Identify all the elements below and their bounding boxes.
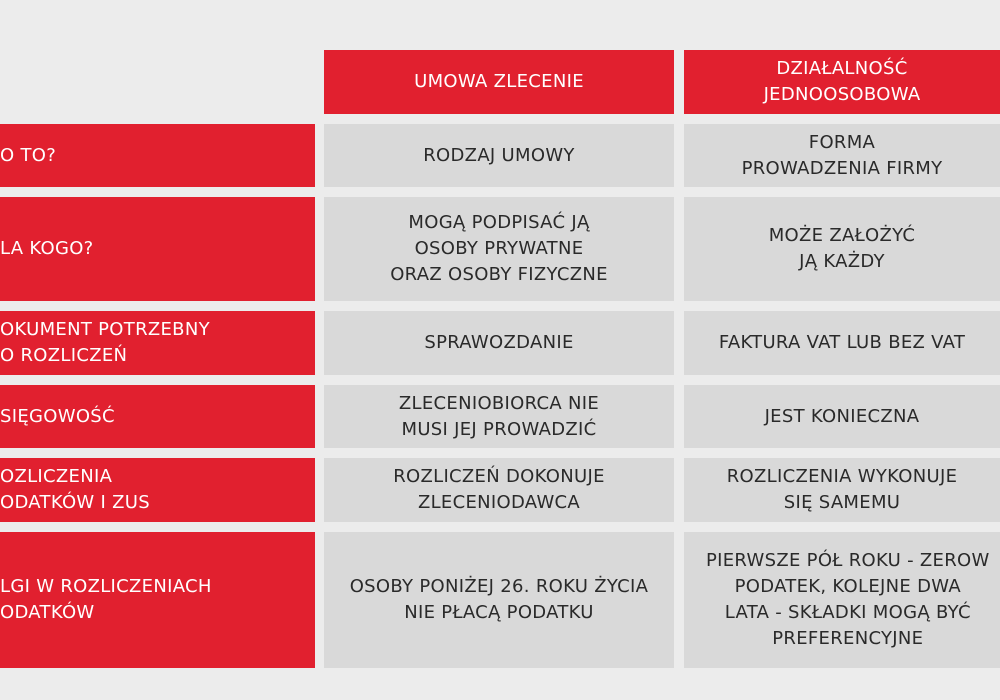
- cell-dzialalnosc-ulgi: PIERWSZE PÓŁ ROKU - ZEROW PODATEK, KOLEJNE DWA LATA - SKŁADKI MOGĄ BYĆ PREFERENCYJNE: [684, 532, 1000, 668]
- cell-umowa-ulgi: OSOBY PONIŻEJ 26. ROKU ŻYCIA NIE PŁACĄ PODATKU: [324, 532, 674, 668]
- column-header-umowa-zlecenie: UMOWA ZLECENIE: [324, 50, 674, 114]
- cell-dzialalnosc-dla-kogo: MOŻE ZAŁOŻYĆ JĄ KAŻDY: [684, 197, 1000, 301]
- row-label-ksiegowosc: SIĘGOWOŚĆ: [0, 385, 315, 448]
- column-header-dzialalnosc: DZIAŁALNOŚĆ JEDNOOSOBOWA: [684, 50, 1000, 114]
- row-label-dla-kogo: LA KOGO?: [0, 197, 315, 301]
- cell-umowa-dla-kogo: MOGĄ PODPISAĆ JĄ OSOBY PRYWATNE ORAZ OSOBY FIZYCZNE: [324, 197, 674, 301]
- cell-dzialalnosc-co-to: FORMA PROWADZENIA FIRMY: [684, 124, 1000, 187]
- cell-umowa-dokument: SPRAWOZDANIE: [324, 311, 674, 375]
- row-label-ulgi: LGI W ROZLICZENIACH ODATKÓW: [0, 532, 315, 668]
- cell-dzialalnosc-rozliczenia: ROZLICZENIA WYKONUJE SIĘ SAMEMU: [684, 458, 1000, 522]
- row-label-rozliczenia: OZLICZENIA ODATKÓW I ZUS: [0, 458, 315, 522]
- cell-umowa-rozliczenia: ROZLICZEŃ DOKONUJE ZLECENIODAWCA: [324, 458, 674, 522]
- cell-umowa-co-to: RODZAJ UMOWY: [324, 124, 674, 187]
- cell-dzialalnosc-ksiegowosc: JEST KONIECZNA: [684, 385, 1000, 448]
- row-label-dokument: OKUMENT POTRZEBNY O ROZLICZEŃ: [0, 311, 315, 375]
- cell-dzialalnosc-dokument: FAKTURA VAT LUB BEZ VAT: [684, 311, 1000, 375]
- row-label-co-to: O TO?: [0, 124, 315, 187]
- cell-umowa-ksiegowosc: ZLECENIOBIORCA NIE MUSI JEJ PROWADZIĆ: [324, 385, 674, 448]
